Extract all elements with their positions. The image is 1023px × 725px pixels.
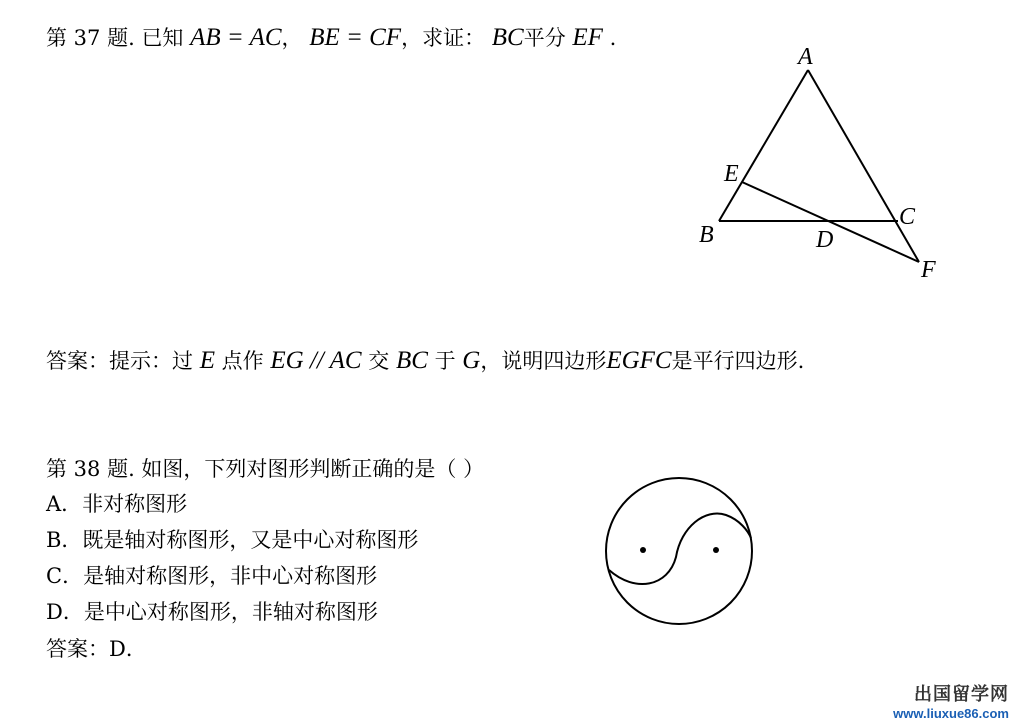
quadrilateral-egfc: EGFC — [606, 347, 672, 374]
answer-text-draw: 点作 — [221, 349, 264, 373]
watermark-url: www.liuxue86.com — [893, 706, 1009, 721]
s-curve — [609, 514, 751, 584]
option-c: C．是轴对称图形，非中心对称图形 — [46, 564, 378, 588]
answer-text-prefix: 答案：提示：过 — [46, 349, 193, 373]
point-e: E — [199, 347, 215, 374]
segment-bc: BC — [491, 24, 524, 51]
label-point-c: C — [899, 204, 916, 230]
period: . — [609, 26, 617, 50]
label-point-d: D — [816, 227, 834, 253]
question-label: 第 37 题. — [46, 26, 135, 50]
comma: ， — [281, 26, 303, 50]
segment-a-b — [719, 70, 808, 221]
dot-right — [713, 547, 719, 553]
option-b: B．既是轴对称图形，又是中心对称图形 — [46, 528, 419, 552]
answer-37 — [46, 347, 804, 375]
option-d: D．是中心对称图形，非轴对称图形 — [46, 600, 378, 624]
label-point-a: A — [798, 44, 813, 70]
parallel-eg-ac: EG // AC — [270, 347, 362, 374]
label-point-e: E — [724, 161, 739, 187]
segment-ef: EF — [572, 24, 603, 51]
equation-ab-ac: AB = AC — [190, 24, 282, 51]
option-a: A．非对称图形 — [46, 492, 188, 516]
text-given: 已知 — [141, 26, 184, 50]
answer-text-intersect: 交 — [368, 349, 390, 373]
answer-text-at: 于 — [434, 349, 456, 373]
watermark — [893, 680, 1009, 721]
segment-bc: BC — [395, 347, 428, 374]
answer-text-parallelogram: 是平行四边形. — [671, 349, 805, 373]
dot-left — [640, 547, 646, 553]
answer-38: 答案：D． — [46, 637, 147, 661]
watermark-site-name: 出国留学网 — [914, 684, 1009, 705]
question-38-stem: 第 38 题. 如图，下列对图形判断正确的是（ ） — [46, 457, 485, 481]
point-g: G — [462, 347, 481, 374]
label-point-f: F — [921, 257, 936, 283]
text-bisects: 平分 — [523, 26, 566, 50]
text-prove: ，求证： — [401, 26, 486, 50]
symmetry-figure — [600, 475, 760, 635]
equation-be-cf: BE = CF — [309, 24, 402, 51]
label-point-b: B — [699, 222, 714, 248]
answer-text-show: ，说明四边形 — [480, 349, 607, 373]
outer-circle — [606, 478, 752, 624]
